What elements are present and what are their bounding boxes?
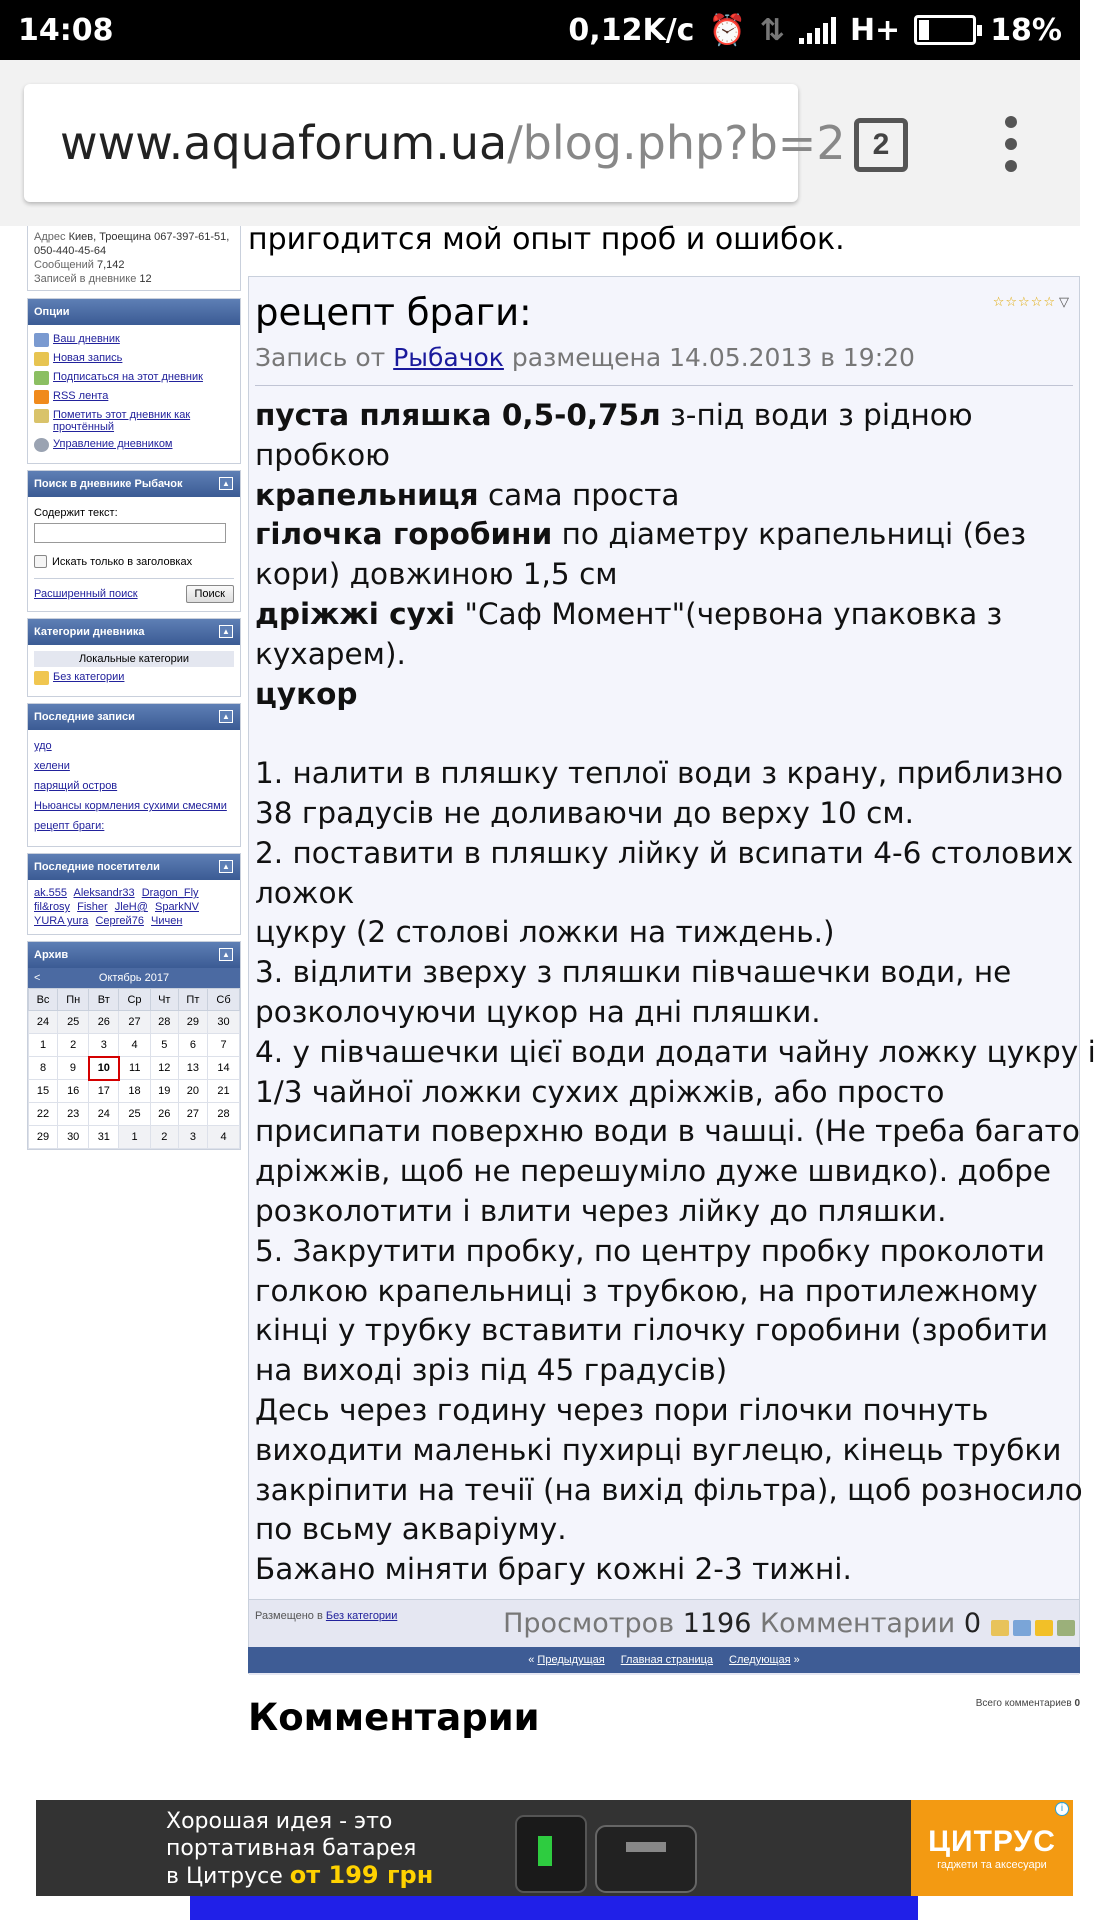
entry-text: цукру (2 столові ложки на тиждень.)	[255, 915, 835, 950]
entry-text-bold: дріжжі сухі	[255, 596, 456, 631]
comments-value: 0	[963, 1608, 981, 1639]
visitor-link[interactable]: Чичен	[151, 915, 183, 927]
status-time: 14:08	[18, 12, 114, 48]
calendar-day[interactable]: 25	[119, 1103, 151, 1126]
collapse-icon[interactable]: ▲	[219, 477, 233, 490]
calendar-weekday: Сб	[208, 989, 240, 1011]
calendar-day[interactable]: 22	[29, 1103, 58, 1126]
battery-percent: 18%	[990, 12, 1062, 48]
ad-brand-name: ЦИТРУС	[928, 1825, 1056, 1858]
entry-text-line	[255, 1152, 1075, 1192]
visitor-link[interactable]: Сергей76	[95, 915, 144, 927]
advanced-search-link[interactable]: Расширенный поиск	[34, 588, 138, 600]
recent-entries-header[interactable]: Последние записи	[34, 711, 135, 723]
ad-line-3: в Цитрусе	[166, 1864, 283, 1889]
blog-entry	[248, 276, 1096, 1674]
recent-entry-link[interactable]: удо	[34, 740, 52, 752]
comments-heading: Комментарии	[248, 1696, 540, 1739]
alarm-icon: ⏰	[708, 12, 746, 48]
entry-text: кори) довжиною 1,5 см	[255, 557, 618, 592]
calendar-day[interactable]: 9	[58, 1057, 89, 1080]
prev-entry-link[interactable]: Предыдущая	[537, 1654, 605, 1666]
entry-text-line	[255, 1232, 1075, 1272]
address-bar[interactable]	[24, 84, 846, 202]
calendar-day[interactable]: 17	[89, 1080, 119, 1103]
categories-block	[27, 618, 241, 697]
entry-text: по всьму акваріуму.	[255, 1512, 567, 1547]
meta-prefix: Запись от	[255, 343, 386, 372]
entry-title: рецепт браги:	[255, 291, 532, 334]
entry-body	[255, 396, 1096, 1590]
category-link[interactable]: Без категории	[53, 671, 125, 683]
entry-text-line	[255, 874, 1075, 914]
calendar-day[interactable]: 2	[150, 1126, 178, 1149]
search-input[interactable]	[34, 523, 226, 543]
entry-text-line	[255, 675, 1075, 715]
tab-count: 2	[872, 128, 890, 161]
entry-text: 38 градусів не доливаючи до верху 10 см.	[255, 795, 914, 830]
search-button[interactable]: Поиск	[186, 585, 234, 603]
profile-info	[27, 226, 241, 291]
calendar-weekday: Пт	[178, 989, 207, 1011]
calendar-day[interactable]: 15	[29, 1080, 58, 1103]
collapse-icon[interactable]: ▲	[219, 860, 233, 873]
calendar-day[interactable]: 13	[178, 1057, 207, 1080]
recent-entry-link[interactable]: Ньюансы кормления сухими смесями	[34, 800, 227, 812]
ad-banner[interactable]	[36, 1800, 1073, 1896]
entry-text: Десь через годину через пори гілочки почнуть	[255, 1392, 989, 1427]
messages-label: Сообщений	[34, 259, 94, 271]
calendar-weekday: Пн	[58, 989, 89, 1011]
entry-text: сама проста	[478, 477, 680, 512]
entry-text-line	[255, 515, 1075, 555]
calendar-day[interactable]: 3	[89, 1034, 119, 1057]
battery-icon	[914, 15, 976, 45]
data-transfer-icon: ⇅	[759, 12, 785, 48]
entry-text: на виході зріз під 45 градусів)	[255, 1353, 728, 1388]
calendar	[28, 988, 240, 1149]
categories-header: Категории дневника	[34, 626, 145, 638]
recent-entry-link[interactable]: рецепт браги:	[34, 820, 105, 832]
url-host: www.aquaforum.ua	[60, 116, 508, 170]
entry-text-line	[255, 396, 1075, 436]
new-entry-icon	[34, 352, 49, 366]
entry-text-line	[255, 794, 1075, 834]
overflow-menu-icon[interactable]	[1000, 116, 1022, 172]
divider	[255, 385, 1073, 386]
entry-text: виходити маленькі пухирці вуглецю, кінець трубки	[255, 1432, 1062, 1467]
network-type: H+	[849, 12, 901, 48]
diary-icon	[34, 333, 49, 347]
entry-text-line	[255, 436, 1075, 476]
gear-icon	[34, 438, 49, 452]
bottom-banner-strip	[190, 1896, 918, 1920]
calendar-month: Октябрь 2017	[98, 972, 170, 984]
views-label: Просмотров	[503, 1608, 675, 1639]
quote-icon[interactable]	[1057, 1620, 1075, 1636]
entry-text: ложок	[255, 875, 355, 910]
placed-label: Размещено в	[255, 1610, 323, 1622]
edit-icon[interactable]	[991, 1620, 1009, 1636]
visitor-link[interactable]: Aleksandr33	[73, 887, 135, 899]
local-categories-label: Локальные категории	[34, 651, 234, 667]
calendar-day[interactable]: 1	[119, 1126, 151, 1149]
comments-total-value: 0	[1074, 1698, 1080, 1709]
mark-read-icon	[34, 409, 49, 423]
previous-text-snippet: пригодится мой опыт проб и ошибок.	[248, 222, 845, 257]
calendar-day[interactable]: 28	[208, 1103, 240, 1126]
entry-text-bold: цукор	[255, 676, 358, 711]
entry-text-bold: гілочка горобини	[255, 517, 553, 552]
options-header: Опции	[28, 299, 240, 325]
calendar-day[interactable]: 31	[89, 1126, 119, 1149]
ad-line-2: портативная батарея	[166, 1836, 417, 1861]
adchoices-icon[interactable]: i	[1055, 1802, 1069, 1816]
calendar-day[interactable]: 26	[89, 1011, 119, 1034]
calendar-day[interactable]: 27	[119, 1011, 151, 1034]
visitor-link[interactable]: YURA yura	[34, 915, 89, 927]
entry-text-line	[255, 1471, 1083, 1511]
records-label: Записей в дневнике	[34, 273, 137, 285]
address-label: Адрес	[34, 231, 66, 243]
calendar-day[interactable]: 11	[119, 1057, 151, 1080]
calendar-day[interactable]: 24	[89, 1103, 119, 1126]
entry-text-line	[255, 1112, 1080, 1152]
calendar-weekday: Чт	[150, 989, 178, 1011]
views-value: 1196	[682, 1608, 752, 1639]
archive-block	[27, 941, 241, 1150]
visitor-link[interactable]: SparkNV	[154, 901, 200, 913]
entry-text: по діаметру крапельниці (без	[552, 517, 1027, 552]
next-entry-link[interactable]: Следующая	[729, 1654, 791, 1666]
entry-text-line	[255, 1431, 1075, 1471]
entry-text-line	[255, 1550, 1075, 1590]
collapse-icon[interactable]: ▲	[219, 948, 233, 961]
calendar-day[interactable]: 6	[178, 1034, 207, 1057]
entry-text-line	[255, 754, 1075, 794]
author-link[interactable]: Рыбачок	[393, 343, 504, 372]
calendar-weekday: Ср	[119, 989, 151, 1011]
warning-icon[interactable]	[1035, 1620, 1053, 1636]
home-link[interactable]: Главная страница	[620, 1654, 714, 1666]
entry-text-bold: пуста пляшка 0,5-0,75л	[255, 398, 661, 432]
entry-text-line	[255, 1311, 1075, 1351]
entry-text: розколотити і влити через лійку до пляшки.	[255, 1193, 947, 1228]
calendar-day[interactable]: 21	[208, 1080, 240, 1103]
entry-text-line	[255, 555, 1075, 595]
calendar-day[interactable]: 2	[58, 1034, 89, 1057]
option-rss[interactable]: RSS лента	[53, 390, 109, 402]
entry-text-line	[255, 953, 1075, 993]
entry-text: 2. поставити в пляшку лійку й всипати 4-6 столових	[255, 835, 1074, 870]
visitor-link[interactable]: Fisher	[77, 901, 108, 913]
search-header: Поиск в дневнике Рыбачок	[34, 478, 183, 490]
status-bar	[0, 0, 1080, 60]
entry-text: 1. налити в пляшку теплої води з крану, приблизно	[255, 756, 1064, 791]
search-contains-label: Содержит текст:	[34, 507, 118, 519]
collapse-icon[interactable]: ▲	[219, 710, 233, 723]
meta-date: размещена 14.05.2013 в 19:20	[511, 343, 915, 372]
calendar-day[interactable]: 24	[29, 1011, 58, 1034]
folder-icon	[34, 671, 49, 685]
calendar-day[interactable]: 8	[29, 1057, 58, 1080]
url-path: /blog.php?b=2	[507, 116, 846, 170]
calendar-day[interactable]: 7	[208, 1034, 240, 1057]
entry-text-line	[255, 993, 1075, 1033]
visitors-header: Последние посетители	[34, 861, 160, 873]
entry-text-line	[255, 476, 1075, 516]
visitors-block	[27, 853, 241, 935]
placed-category-link[interactable]: Без категории	[325, 1610, 398, 1622]
rating-stars[interactable]: ☆ ☆ ☆ ☆ ☆ ▽	[992, 294, 1069, 309]
prev-month-button[interactable]: <	[34, 972, 41, 984]
recent-entry-link[interactable]: хелени	[34, 760, 70, 772]
calendar-day[interactable]: 1	[29, 1034, 58, 1057]
visitor-link[interactable]: JleH@	[114, 901, 148, 913]
comments-label: Комментарии	[760, 1608, 956, 1639]
calendar-day[interactable]: 3	[178, 1126, 207, 1149]
network-speed: 0,12K/c	[568, 12, 695, 48]
option-manage[interactable]: Управление дневником	[53, 438, 173, 450]
ad-brand	[911, 1800, 1073, 1896]
archive-header: Архив	[34, 949, 69, 961]
calendar-day[interactable]: 25	[58, 1011, 89, 1034]
entry-text: закріпити на течії (на вихід фільтра), щоб розносило	[255, 1472, 1083, 1507]
entry-text-line	[255, 1510, 1075, 1550]
calendar-day[interactable]: 10	[89, 1057, 119, 1080]
entry-text-bold: крапельниця	[255, 477, 479, 512]
calendar-day[interactable]: 18	[119, 1080, 151, 1103]
calendar-weekday: Вт	[89, 989, 119, 1011]
entry-text-line	[255, 1073, 1075, 1113]
recent-entries-block	[27, 703, 241, 847]
signal-icon	[799, 16, 836, 44]
blog-sidebar	[27, 226, 241, 1150]
entry-text-line	[255, 1192, 1075, 1232]
entry-text-line	[255, 913, 1075, 953]
calendar-day[interactable]: 28	[150, 1011, 178, 1034]
calendar-day[interactable]: 23	[58, 1103, 89, 1126]
entry-text-line	[255, 714, 1075, 754]
entry-text: дріжжів, щоб не перешуміло дуже швидко). добре	[255, 1154, 1052, 1189]
option-subscribe[interactable]: Подписаться на этот дневник	[53, 371, 203, 383]
comments-total-label: Всего комментариев	[975, 1698, 1072, 1709]
entry-text-line	[255, 635, 1075, 675]
ad-line-1: Хорошая идея - это	[166, 1809, 393, 1834]
calendar-day[interactable]: 26	[150, 1103, 178, 1126]
entry-text-line	[255, 595, 1075, 635]
address-value: Киев, Троещина 067-397-61-51, 050-440-45-64	[34, 231, 230, 257]
entry-meta	[255, 343, 915, 372]
titles-only-checkbox[interactable]	[34, 555, 47, 568]
visitor-link[interactable]: Dragon_Fly	[141, 887, 199, 899]
entry-text-line	[255, 1351, 1075, 1391]
calendar-day[interactable]: 30	[208, 1011, 240, 1034]
entry-text-line	[255, 1391, 1075, 1431]
calendar-day[interactable]: 4	[119, 1034, 151, 1057]
calendar-day[interactable]: 5	[150, 1034, 178, 1057]
entry-navigation: « Предыдущая Главная страница Следующая »	[248, 1647, 1080, 1673]
calendar-day[interactable]: 29	[29, 1126, 58, 1149]
entry-text: "Саф Момент"(червона упаковка з	[455, 596, 1003, 631]
visitor-link[interactable]: fil&rosy	[34, 901, 71, 913]
calendar-day[interactable]: 14	[208, 1057, 240, 1080]
entry-text: пробкою	[255, 437, 390, 472]
browser-toolbar	[0, 60, 1080, 226]
option-your-diary[interactable]: Ваш дневник	[53, 333, 120, 345]
powerbank-image	[506, 1806, 706, 1892]
tab-switcher-button[interactable]	[854, 118, 908, 172]
option-new-entry[interactable]: Новая запись	[53, 352, 123, 364]
ad-price: от 199 грн	[289, 1861, 434, 1889]
entry-text: присипати поверхню води в чашці. (Не треба багато	[255, 1114, 1080, 1149]
rss-icon	[34, 390, 49, 404]
calendar-day[interactable]: 4	[208, 1126, 240, 1149]
recent-entry-link[interactable]: парящий остров	[34, 780, 118, 792]
calendar-day[interactable]: 20	[178, 1080, 207, 1103]
calendar-day[interactable]: 30	[58, 1126, 89, 1149]
entry-text: 3. відлити зверху з пляшки півчашечки води, не	[255, 955, 1012, 990]
calendar-day[interactable]: 12	[150, 1057, 178, 1080]
calendar-day[interactable]: 27	[178, 1103, 207, 1126]
records-value: 12	[139, 273, 152, 285]
entry-text-line	[255, 834, 1075, 874]
search-block	[27, 470, 241, 612]
subscribe-icon	[34, 371, 49, 385]
calendar-day[interactable]: 19	[150, 1080, 178, 1103]
option-mark-read[interactable]: Пометить этот дневник как прочтённый	[53, 409, 191, 433]
calendar-weekday: Вс	[29, 989, 58, 1011]
entry-text: 4. у півчашечки цієї води додати чайну ложку цукру і	[255, 1034, 1096, 1069]
entry-text: 5. Закрутити пробку, по центру пробку проколоти	[255, 1233, 1045, 1268]
entry-text: розколочуючи цукор на дні пляшки.	[255, 994, 821, 1029]
collapse-icon[interactable]: ▲	[219, 625, 233, 638]
calendar-day[interactable]: 29	[178, 1011, 207, 1034]
chevron-down-icon[interactable]: ▽	[1059, 294, 1069, 309]
entry-text: голкою крапельниці з трубкою, на протилежному	[255, 1273, 1038, 1308]
entry-text-line	[255, 1272, 1075, 1312]
ad-brand-tag: гаджети та аксесуари	[937, 1859, 1047, 1871]
calendar-day[interactable]: 16	[58, 1080, 89, 1103]
entry-text: Бажано міняти брагу кожні 2-3 тижні.	[255, 1552, 852, 1587]
send-icon[interactable]	[1013, 1620, 1031, 1636]
entry-text-line	[255, 1033, 1096, 1073]
visitor-link[interactable]: ak.555	[34, 887, 68, 899]
web-page	[0, 222, 1096, 1800]
entry-text: кінці у трубку вставити гілочку горобини (зробити	[255, 1313, 1049, 1348]
entry-text: кухарем).	[255, 636, 406, 671]
options-block	[27, 298, 241, 464]
entry-text: 1/3 чайної ложки сухих дріжжів, або просто	[255, 1074, 945, 1109]
entry-text: з-під води з рідною	[660, 398, 973, 432]
messages-value: 7,142	[96, 259, 125, 271]
calendar-nav	[28, 968, 240, 988]
titles-only-label: Искать только в заголовках	[52, 555, 193, 568]
